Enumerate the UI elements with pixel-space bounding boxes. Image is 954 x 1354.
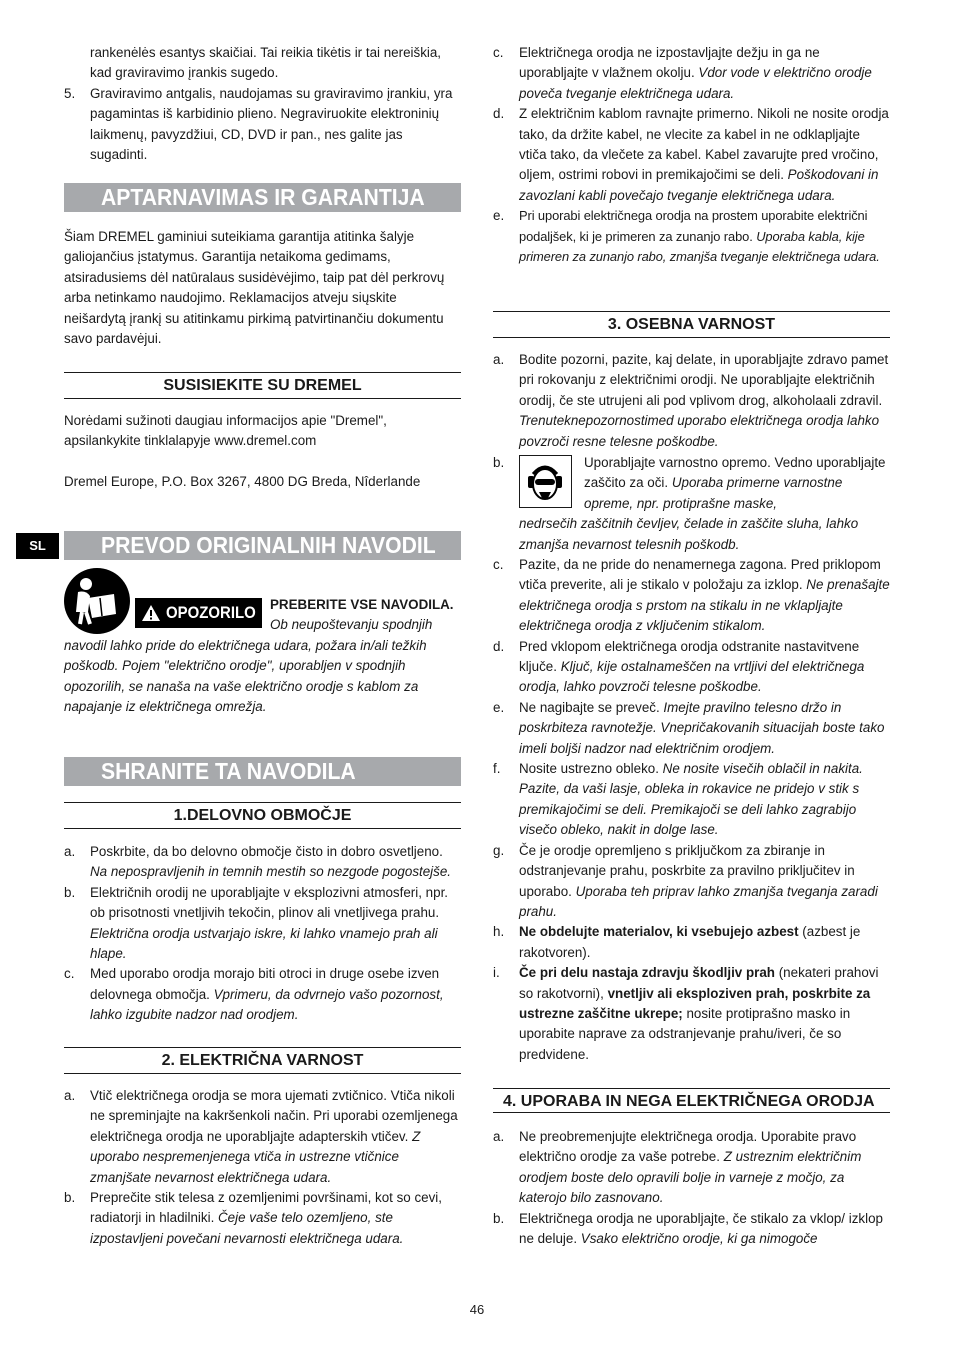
personal-list-rest xyxy=(493,555,890,1065)
item-text: Ne obdelujte materialov, ki vsebujejo azbest (azbest je rakotvoren). xyxy=(519,924,861,960)
book-reading-icon xyxy=(64,568,130,634)
item-text: Pred vklopom električnega orodja odstranite nastavitvene ključe. Ključ, kije ostalnameščen na vrtljivi del električnega orodja, lahko povzroči telesne poškodbe. xyxy=(519,638,865,695)
item-text: Pri uporabi električnega orodja na prostem uporabite električni podaljšek, ki je primeren za zunanjo rabo. Uporaba kabla, kije primeren za zunanjo rabo, zmanjša tveganje električnega udara. xyxy=(519,208,880,265)
item-text: Pazite, da ne pride do nenamernega zagona. Pred priklopom vtiča preverite, ali je stikalo v položaju za izklop. Ne prenašajte električnega orodja s prstom na stikalu in ne vklapljajte električnega orodja z vključenim stikalom. xyxy=(519,557,890,634)
item-text: Preprečite stik telesa z ozemljenimi površinami, kot so cevi, radiatorji in hladilniki. Čeje vaše telo ozemljeno, ste izpostavljeni povečani nevarnosti električnega udara. xyxy=(90,1190,443,1246)
item-label: c. xyxy=(493,557,504,572)
contact-text: Norėdami sužinoti daugiau informacijos apie "Dremel", apsilankykite tinklalapyje www.dremel.com xyxy=(64,413,387,449)
item-text-beside-icon xyxy=(519,453,890,514)
list-item xyxy=(64,964,461,1025)
warning-triangle-icon xyxy=(141,604,161,622)
personal-safety-heading: 3. OSEBNA VARNOST xyxy=(493,311,890,338)
usage-list xyxy=(493,1127,890,1249)
item-text: Poskrbite, da bo delovno območje čisto in dobro osvetljeno. Na nepospravljenih in temnih mestih so nezgode pogostejše. xyxy=(90,844,452,880)
item-text: Vtič električnega orodja se mora ujemati zvtičnico. Vtiča nikoli ne spreminjajte na kakršenkoli način. Pri uporabi ozemljenega električnega orodja ne uporabljajte adapterskih vtičev. Z uporabo nespremenjenega vtiča in ustrezne vtičnice zmanjšate nevarnost električnega udara. xyxy=(90,1088,458,1185)
item-label: d. xyxy=(493,106,505,122)
item-label: h. xyxy=(493,924,505,940)
list-item-with-icon xyxy=(493,453,890,555)
goggles-ear-protection-icon xyxy=(519,455,572,508)
list-item xyxy=(493,555,890,637)
intro-continued xyxy=(64,43,461,84)
item-text: Bodite pozorni, pazite, kaj delate, in uporabljajte zdravo pamet pri rokovanju z električnimi orodji. Ne uporabljajte električnih orodij, če ste utrujeni ali pod vplivom drog, alkoholaali zdravil. Trenuteknepozornostimed uporabo električnega orodja lahko povzroči resne telesne poškodbe. xyxy=(519,352,889,449)
item-text: Če pri delu nastaja zdravju škodljiv prah (nekateri prahovi so rakotvorni), vnetljiv ali eksploziven prah, poskrbite za ustrezne zaščitne ukrepe; nosite protiprašno masko in uporabite naprave za odstranjevanje prahu/iveri, če so predvidene. xyxy=(519,965,879,1062)
item-label: i. xyxy=(493,965,500,981)
item-label: f. xyxy=(493,761,501,777)
item-label: g. xyxy=(493,842,505,858)
electrical-list-continued xyxy=(493,43,890,267)
list-item-5 xyxy=(64,84,461,166)
item-text: Električnega orodja ne uporabljajte, če stikalo za vklop/ izklop ne deluje. Vsako električno orodje, ki ga nimogoče xyxy=(519,1210,883,1247)
item-text: Z električnim kablom ravnajte primerno. Nikoli ne nosite orodja tako, da držite kabel, ne vlecite za kabel in ne odklapljajte vtiča tako, da vlečete za kabel. Kabel zavarujte pred vročino, oljem, ostrimi robovi in premikajočimi se deli. Poškodovani in zavozlani kabli povečajo tveganje električnega udara. xyxy=(519,106,889,203)
list-item xyxy=(493,43,890,104)
item-label: c. xyxy=(493,45,504,60)
translation-banner xyxy=(64,531,461,560)
warning-text: navodil lahko pride do električnega udara, požara in/ali težkih poškodb. Pojem "električno orodje", uporabljen v spodnjih opozorilih, se nanaša na vaše električno orodje s kablom za napajanje iz električnega omrežja. xyxy=(64,638,427,715)
item-label: a. xyxy=(64,844,76,859)
list-item xyxy=(493,963,890,1065)
section-title: SHRANITE TA NAVODILA xyxy=(101,758,356,784)
warning-label: OPOZORILO xyxy=(166,603,256,622)
item-label: b. xyxy=(64,884,76,900)
list-item xyxy=(493,206,890,267)
item-text: Uporabljajte varnostno opremo. Vedno uporabljajte zaščito za oči. Uporaba primerne varnostne opreme, npr. protiprašne maske, xyxy=(584,455,886,511)
item-label: 5. xyxy=(64,86,76,101)
list-item xyxy=(493,759,890,841)
list-item xyxy=(493,350,890,452)
item-label: d. xyxy=(493,638,505,654)
item-label: b. xyxy=(64,1190,76,1206)
address-text: Dremel Europe, P.O. Box 3267, 4800 DG Breda, Nîderlande xyxy=(64,474,421,489)
warning-badge xyxy=(135,598,262,628)
list-item xyxy=(493,1209,890,1250)
list-item xyxy=(493,637,890,698)
intro-text: rankenėlės esantys skaičiai. Tai reikia tikėtis ir tai nereiškia, kad graviravimo įrankis sugedo. xyxy=(90,45,442,81)
item-text: Če je orodje opremljeno s priključkom za zbiranje in odstranjevanje prahu, poskrbite za pravilno priključitev in uporabo. Uporaba teh priprav lahko zmanjša tveganja zaradi prahu. xyxy=(519,842,878,919)
list-item xyxy=(493,104,890,206)
page-number: 46 xyxy=(469,1302,485,1317)
list-item xyxy=(493,1127,890,1209)
item-text: Električnega orodja ne izpostavljajte dežju in ga ne uporabljajte v vlažnem okolju. Vdor vode v električno orodje poveča tveganje električnega udara. xyxy=(519,45,872,101)
list-item xyxy=(493,698,890,759)
list-item xyxy=(64,883,461,965)
list-item xyxy=(493,841,890,923)
tool-use-care-heading: 4. UPORABA IN NEGA ELEKTRIČNEGA ORODJA xyxy=(493,1088,890,1113)
service-text-block xyxy=(64,227,461,349)
item-label: e. xyxy=(493,699,505,715)
work-area-list xyxy=(64,842,461,1026)
section-title: PREVOD ORIGINALNIH NAVODIL xyxy=(101,532,436,558)
service-warranty-banner xyxy=(64,183,461,212)
item-label: c. xyxy=(64,966,75,982)
electrical-safety-heading: 2. ELEKTRIČNA VARNOST xyxy=(64,1047,461,1074)
contact-heading: SUSISIEKITE SU DREMEL xyxy=(64,372,461,399)
item-text: Nosite ustrezno obleko. Ne nosite visečih oblačil in nakita. Pazite, da vaši lasje, obleka in rokavice ne pridejo v stik s premikajočimi se deli. Premikajoči se deli lahko zagrabijo visečo obleko, nakit in dolge lase. xyxy=(519,761,863,838)
item-label: b. xyxy=(493,1210,505,1226)
personal-list xyxy=(493,350,890,452)
item-text: Med uporabo orodja morajo biti otroci in druge osebe izven delovnega območja. Vprimeru, da odvrnejo vašo pozornost, lahko izgubite nadzor nad orodjem. xyxy=(90,966,444,1023)
warning-body xyxy=(64,636,461,718)
electrical-list xyxy=(64,1086,461,1249)
item-label: a. xyxy=(493,352,505,367)
item-text: Ne preobremenjujte električnega orodja. Uporabite pravo električno orodje za vaše potrebe. Z ustreznim električnim orodjem boste delo opravili bolje in varneje z močjo, za katerojo bilo zasnovano. xyxy=(519,1129,862,1206)
contact-block xyxy=(64,411,461,452)
item-label: b. xyxy=(493,455,505,470)
item-text: Graviravimo antgalis, naudojamas su graviravimo įrankiu, yra pagamintas iš karbidinio plieno. Negraviruokite elektroninių laikmenų, pavyzdžiui, CD, DVD ir pan., nes galite jas sugadinti. xyxy=(90,86,453,163)
item-label: e. xyxy=(493,208,505,224)
list-item xyxy=(64,1086,461,1188)
save-instructions-banner xyxy=(64,757,461,786)
item-text: Ne nagibajte se preveč. Imejte pravilno telesno držo in poskrbiteza ravnotežje. Vnepričakovanih situacijah boste tako imeli boljši nadzor nad električnim orodjem. xyxy=(519,699,885,756)
section-title: APTARNAVIMAS IR GARANTIJA xyxy=(101,184,425,210)
item-text-continued: nedrsečih zaščitnih čevljev, čelade in zaščite sluha, lahko zmanjša nevarnost telesnih poškodb. xyxy=(519,516,859,552)
work-area-heading: 1.DELOVNO OBMOČJE xyxy=(64,802,461,829)
list-item xyxy=(64,1188,461,1249)
item-text: Električnih orodij ne uporabljajte v eksplozivni atmosferi, npr. ob prisotnosti vnetljivih tekočin, plinov ali vnetljivega prahu. Električna orodja ustvarjajo iskre, ki lahko vnamejo prah ali hlape. xyxy=(90,884,449,962)
warning-italic-line: Ob neupoštevanju spodnjih xyxy=(270,617,433,633)
list-item xyxy=(493,922,890,963)
item-label: a. xyxy=(64,1088,76,1103)
item-label: a. xyxy=(493,1129,505,1144)
right-column xyxy=(493,0,890,1247)
list-item xyxy=(64,842,461,883)
warning-bold: PREBERITE VSE NAVODILA. xyxy=(270,597,454,612)
language-tab: SL xyxy=(16,533,59,559)
service-text: Šiam DREMEL gaminiui suteikiama garantija atitinka šalyje galiojančius įstatymus. Garantija netaikoma gedimams, atsiradusiems dėl natūralaus susidėvėjimo, taip pat dėl perkrovų arba netinkamo naudojimo. Reklamacijos atveju siųskite neišardytą įrankį su atitinkamu pirkimą patvirtinančiu dokumentu savo pardavėjui. xyxy=(64,229,445,347)
address-block xyxy=(64,472,461,492)
